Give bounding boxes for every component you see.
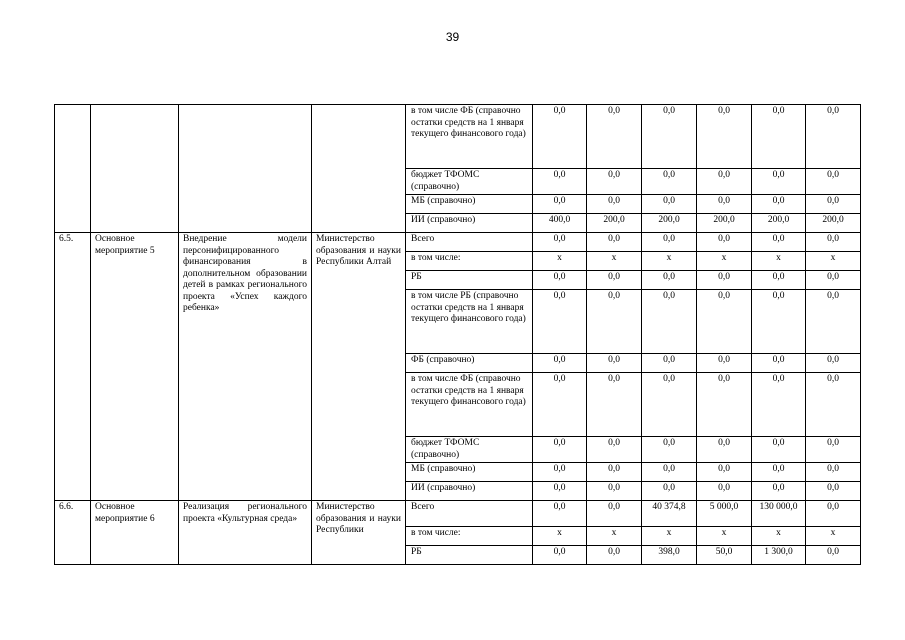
value-cell: 200,0 bbox=[752, 214, 806, 233]
value-cell: 0,0 bbox=[697, 373, 752, 437]
value-cell: 0,0 bbox=[806, 354, 861, 373]
value-cell: х bbox=[642, 252, 697, 271]
value-cell: 0,0 bbox=[806, 373, 861, 437]
value-cell: 0,0 bbox=[806, 482, 861, 501]
value-cell: 0,0 bbox=[587, 195, 642, 214]
source-cell: МБ (справочно) bbox=[406, 195, 533, 214]
value-cell: 0,0 bbox=[752, 463, 806, 482]
table-row bbox=[55, 501, 861, 527]
value-cell: 0,0 bbox=[587, 271, 642, 290]
value-cell: 0,0 bbox=[806, 501, 861, 527]
value-cell: х bbox=[752, 527, 806, 546]
value-cell: 0,0 bbox=[697, 169, 752, 195]
source-cell: РБ bbox=[406, 271, 533, 290]
value-cell: 200,0 bbox=[642, 214, 697, 233]
measure-executor: Министерство образования и науки Республики bbox=[312, 501, 406, 565]
value-cell: 0,0 bbox=[806, 233, 861, 252]
value-cell: 40 374,8 bbox=[642, 501, 697, 527]
value-cell: 1 300,0 bbox=[752, 546, 806, 565]
value-cell: х bbox=[533, 252, 587, 271]
source-cell: в том числе РБ (справочно остатки средств на 1 января текущего финансового года) bbox=[406, 290, 533, 354]
value-cell: 0,0 bbox=[642, 271, 697, 290]
source-cell: в том числе: bbox=[406, 252, 533, 271]
value-cell: 0,0 bbox=[752, 373, 806, 437]
value-cell: 0,0 bbox=[642, 290, 697, 354]
measure-executor: Министерство образования и науки Республики Алтай bbox=[312, 233, 406, 501]
value-cell: 0,0 bbox=[642, 463, 697, 482]
source-cell: в том числе: bbox=[406, 527, 533, 546]
value-cell: 0,0 bbox=[533, 546, 587, 565]
value-cell: х bbox=[752, 252, 806, 271]
source-cell: Всего bbox=[406, 233, 533, 252]
value-cell: 0,0 bbox=[697, 290, 752, 354]
value-cell: х bbox=[697, 252, 752, 271]
value-cell: х bbox=[587, 527, 642, 546]
value-cell: 0,0 bbox=[642, 437, 697, 463]
source-cell: ИИ (справочно) bbox=[406, 214, 533, 233]
value-cell: 0,0 bbox=[752, 233, 806, 252]
value-cell: 0,0 bbox=[806, 169, 861, 195]
value-cell: 0,0 bbox=[697, 463, 752, 482]
value-cell: х bbox=[642, 527, 697, 546]
source-cell: в том числе ФБ (справочно остатки средств на 1 января текущего финансового года) bbox=[406, 373, 533, 437]
measure-number: 6.5. bbox=[55, 233, 91, 501]
value-cell: 0,0 bbox=[806, 546, 861, 565]
description-cell bbox=[179, 105, 312, 233]
value-cell: 0,0 bbox=[587, 290, 642, 354]
measure-description: Реализация регионального проекта «Культурная среда» bbox=[179, 501, 312, 565]
value-cell: 0,0 bbox=[697, 354, 752, 373]
value-cell: 0,0 bbox=[533, 105, 587, 169]
value-cell: 0,0 bbox=[752, 195, 806, 214]
value-cell: 0,0 bbox=[587, 354, 642, 373]
source-cell: ФБ (справочно) bbox=[406, 354, 533, 373]
value-cell: 0,0 bbox=[587, 482, 642, 501]
page-number: 39 bbox=[445, 30, 460, 44]
value-cell: 0,0 bbox=[697, 233, 752, 252]
value-cell: 0,0 bbox=[533, 169, 587, 195]
value-cell: 0,0 bbox=[587, 233, 642, 252]
source-cell: Всего bbox=[406, 501, 533, 527]
value-cell: 0,0 bbox=[587, 463, 642, 482]
source-cell: в том числе ФБ (справочно остатки средств на 1 января текущего финансового года) bbox=[406, 105, 533, 169]
value-cell: 0,0 bbox=[642, 482, 697, 501]
table-row bbox=[55, 105, 861, 169]
value-cell: 400,0 bbox=[533, 214, 587, 233]
value-cell: 0,0 bbox=[587, 169, 642, 195]
value-cell: 0,0 bbox=[642, 169, 697, 195]
value-cell: 0,0 bbox=[806, 290, 861, 354]
value-cell: х bbox=[697, 527, 752, 546]
source-cell: МБ (справочно) bbox=[406, 463, 533, 482]
value-cell: 0,0 bbox=[642, 354, 697, 373]
value-cell: 0,0 bbox=[533, 290, 587, 354]
value-cell: 0,0 bbox=[752, 482, 806, 501]
value-cell: 0,0 bbox=[533, 437, 587, 463]
value-cell: 5 000,0 bbox=[697, 501, 752, 527]
value-cell: 0,0 bbox=[533, 195, 587, 214]
value-cell: 0,0 bbox=[533, 482, 587, 501]
value-cell: 0,0 bbox=[533, 271, 587, 290]
value-cell: 0,0 bbox=[533, 501, 587, 527]
value-cell: х bbox=[806, 527, 861, 546]
measure-type: Основное мероприятие 6 bbox=[91, 501, 179, 565]
value-cell: 200,0 bbox=[806, 214, 861, 233]
source-cell: бюджет ТФОМС (справочно) bbox=[406, 169, 533, 195]
value-cell: 0,0 bbox=[806, 271, 861, 290]
value-cell: 0,0 bbox=[697, 105, 752, 169]
source-cell: бюджет ТФОМС (справочно) bbox=[406, 437, 533, 463]
value-cell: х bbox=[587, 252, 642, 271]
value-cell: 0,0 bbox=[642, 105, 697, 169]
value-cell: 0,0 bbox=[587, 373, 642, 437]
value-cell: 0,0 bbox=[806, 437, 861, 463]
value-cell: 0,0 bbox=[697, 271, 752, 290]
num-cell bbox=[55, 105, 91, 233]
type-cell bbox=[91, 105, 179, 233]
financing-table bbox=[54, 104, 861, 565]
value-cell: х bbox=[533, 527, 587, 546]
value-cell: 0,0 bbox=[533, 463, 587, 482]
value-cell: 0,0 bbox=[587, 105, 642, 169]
source-cell: ИИ (справочно) bbox=[406, 482, 533, 501]
value-cell: 0,0 bbox=[587, 501, 642, 527]
value-cell: 0,0 bbox=[642, 233, 697, 252]
source-cell: РБ bbox=[406, 546, 533, 565]
value-cell: 0,0 bbox=[533, 373, 587, 437]
value-cell: 0,0 bbox=[806, 463, 861, 482]
measure-number: 6.6. bbox=[55, 501, 91, 565]
value-cell: 50,0 bbox=[697, 546, 752, 565]
table-row bbox=[55, 233, 861, 252]
value-cell: 0,0 bbox=[752, 290, 806, 354]
executor-cell bbox=[312, 105, 406, 233]
value-cell: 130 000,0 bbox=[752, 501, 806, 527]
value-cell: 0,0 bbox=[533, 233, 587, 252]
measure-description: Внедрение модели персонифицированного финансирования в дополнительном образовании детей в рамках регионального проекта «Успех каждого ребенка» bbox=[179, 233, 312, 501]
value-cell: 0,0 bbox=[697, 437, 752, 463]
value-cell: 0,0 bbox=[752, 354, 806, 373]
value-cell: 0,0 bbox=[642, 373, 697, 437]
value-cell: 0,0 bbox=[533, 354, 587, 373]
measure-type: Основное мероприятие 5 bbox=[91, 233, 179, 501]
value-cell: 0,0 bbox=[806, 195, 861, 214]
value-cell: 398,0 bbox=[642, 546, 697, 565]
value-cell: 0,0 bbox=[752, 271, 806, 290]
value-cell: 0,0 bbox=[752, 105, 806, 169]
value-cell: 0,0 bbox=[806, 105, 861, 169]
value-cell: 0,0 bbox=[752, 169, 806, 195]
value-cell: 0,0 bbox=[752, 437, 806, 463]
value-cell: 200,0 bbox=[697, 214, 752, 233]
value-cell: 0,0 bbox=[587, 437, 642, 463]
value-cell: 0,0 bbox=[697, 195, 752, 214]
value-cell: 0,0 bbox=[697, 482, 752, 501]
value-cell: 0,0 bbox=[642, 195, 697, 214]
value-cell: 0,0 bbox=[587, 546, 642, 565]
value-cell: 200,0 bbox=[587, 214, 642, 233]
value-cell: х bbox=[806, 252, 861, 271]
